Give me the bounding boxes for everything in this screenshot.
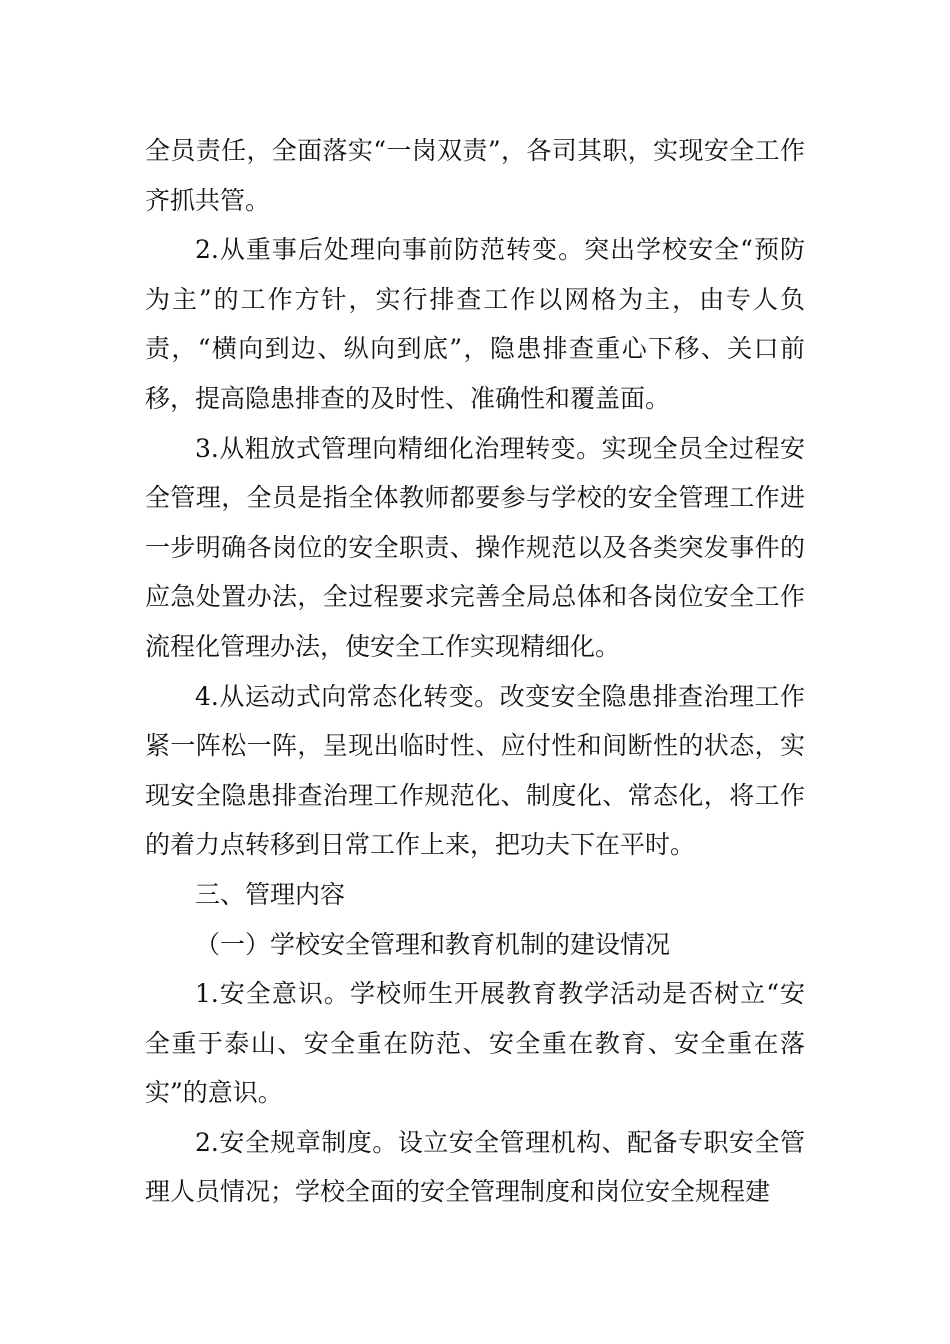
paragraph-item-4: 4.从运动式向常态化转变。改变安全隐患排查治理工作紧一阵松一阵，呈现出临时性、应付性和间断性的状态，实现安全隐患排查治理工作规范化、制度化、常态化，将工作的着力点转移到日常工作上来，把功夫下在平时。: [145, 681, 805, 860]
subsection-heading-mechanism: （一）学校安全管理和教育机制的建设情况: [195, 929, 671, 959]
paragraph-item-2: 2.从重事后处理向事前防范转变。突出学校安全“预防为主”的工作方针，实行排查工作以网格为主，由专人负责，“横向到边、纵向到底”，隐患排查重心下移、关口前移，提高隐患排查的及时性、准确性和覆盖面。: [145, 235, 805, 413]
document-body: [145, 126, 805, 1217]
section-heading-management-content: 三、管理内容: [195, 879, 346, 909]
paragraph-safety-awareness: 1.安全意识。学校师生开展教育教学活动是否树立“安全重于泰山、安全重在防范、安全重在教育、安全重在落实”的意识。: [145, 979, 805, 1108]
paragraph-safety-rules: 2.安全规章制度。设立安全管理机构、配备专职安全管理人员情况；学校全面的安全管理制度和岗位安全规程建: [145, 1127, 805, 1207]
paragraph-item-3: 3.从粗放式管理向精细化治理转变。实现全员全过程安全管理，全员是指全体教师都要参与学校的安全管理工作进一步明确各岗位的安全职责、操作规范以及各类突发事件的应急处置办法，全过程要求完善全局总体和各岗位安全工作流程化管理办法，使安全工作实现精细化。: [145, 433, 805, 661]
paragraph-continuation: 全员责任，全面落实“一岗双责”，各司其职，实现安全工作齐抓共管。: [145, 136, 805, 215]
